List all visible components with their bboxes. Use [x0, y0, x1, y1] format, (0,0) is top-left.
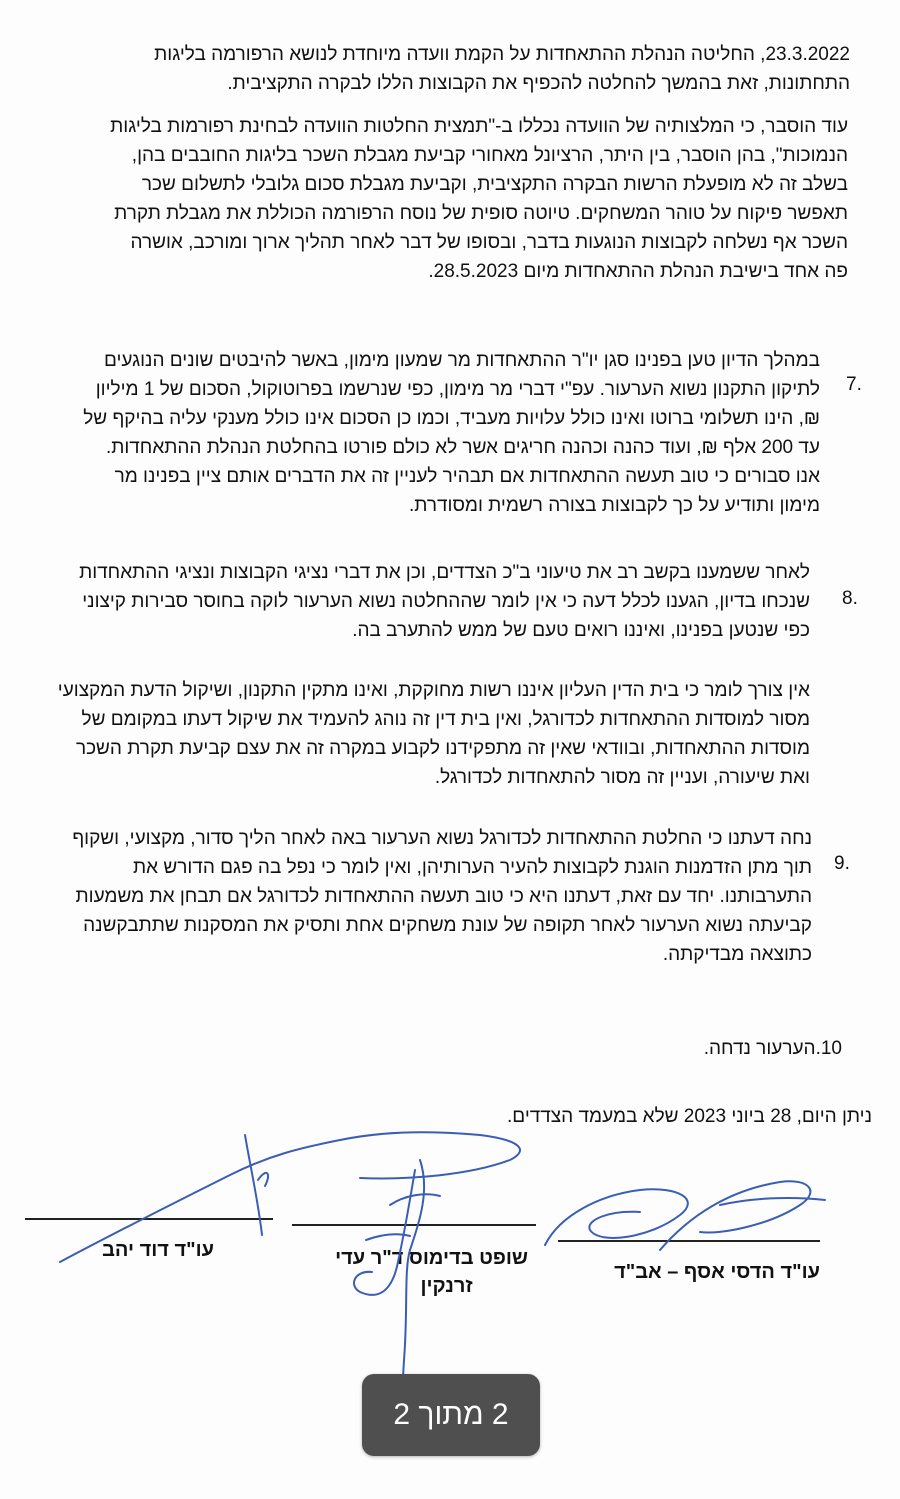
text-line: אין צורך לומר כי בית הדין העליון איננו רשות מחוקקת, ואינו מתקין התקנון, ושיקול הדעת המקצועי [57, 680, 810, 701]
signature-line-left [25, 1218, 273, 1220]
ruling-text: הערעור נדחה. [703, 1038, 816, 1059]
text-line: לתיקון התקנון נשוא הערעור. עפ"י דברי מר מימון, כפי שנרשמו בפרוטוקול, הסכום של 1 מיליון [95, 379, 820, 400]
text-line: ₪, הינו תשלומי ברוטו ואינו כולל עלויות מעביד, וכמו כן הסכום אינו כולל מענקי עליה בהיקף של [83, 408, 820, 429]
section-9-paragraph [0, 824, 812, 969]
explanation-paragraph [0, 112, 848, 286]
given-date: ניתן היום, 28 ביוני 2023 שלא במעמד הצדדים. [507, 1106, 872, 1127]
page-indicator: 2 מתוך 2 [362, 1374, 540, 1456]
signature-line-right [558, 1240, 820, 1242]
signature-left-stroke [245, 1135, 262, 1235]
text-line: הנמוכות", בהן הוסבר, בין היתר, הרציונל מאחורי קביעת מגבלת השכר בליגות החובבים בהן, [131, 145, 848, 166]
text-line: במהלך הדיון טען בפנינו סגן יו"ר ההתאחדות מר שמעון מימון, באשר להיבטים שונים הנוגעים [103, 350, 820, 371]
section-8-paragraph [0, 558, 810, 645]
signature-name-left: עו"ד דוד יהב [102, 1239, 214, 1261]
text-line: 23.3.2022, החליטה הנהלת ההתאחדות על הקמת וועדה מיוחדת לנושא הרפורמה בליגות [154, 44, 850, 65]
text-line: פה אחד בישיבת הנהלת ההתאחדות מיום 28.5.2023. [428, 261, 848, 282]
text-line: התערבותנו. יחד עם זאת, דעתנו היא כי טוב תעשה ההתאחדות לכדורגל אם תבחן את משמעות [75, 886, 812, 907]
text-line: לאחר ששמענו בקשב רב את טיעוני ב"כ הצדדים, וכן את דברי נציגי הקבוצות ונציגי ההתאחדות [79, 562, 810, 583]
signature-right-stroke [545, 1189, 688, 1245]
text-line: עד 200 אלף ₪, ועוד כהנה וכהנה חריגים אשר לא כולם פורטו בהחלטת הנהלת ההתאחדות. [105, 437, 820, 458]
signature-name-middle-line1: שופט בדימוס ד"ר עדי [335, 1247, 528, 1269]
signature-name-middle [335, 1244, 528, 1300]
signature-name-right: עו"ד הדסי אסף – אב"ד [614, 1261, 820, 1283]
signature-middle-stroke [366, 1234, 410, 1240]
signature-line-middle [292, 1224, 536, 1226]
text-line: שנכחו בדיון, הגענו לכלל דעה כי אין לומר שההחלטה נשוא הערעור לוקה בחוסר סבירות קיצוני [82, 591, 810, 612]
intro-paragraph [10, 40, 850, 98]
text-line: כפי שנטען בפנינו, ואיננו רואים טעם של ממש להתערב בה. [352, 620, 810, 641]
text-line: נחה דעתנו כי החלטת ההתאחדות לכדורגל נשוא הערעור באה לאחר הליך סדור, מקצועי, ושקוף [72, 828, 812, 849]
text-line: אנו סבורים כי טוב תעשה ההתאחדות אם תבהיר לעניין זה את הדברים אותם ציין בפנינו מר [114, 466, 820, 487]
text-line: מסור למוסדות ההתאחדות לכדורגל, ואין בית דין זה נוהג להעמיד את שיקול דעתו במקומם של [81, 709, 810, 730]
text-line: מימון ותודיע על כך לקבוצות בצורה רשמית ומסודרת. [409, 495, 820, 516]
text-line: התחתונות, זאת בהמשך להחלטה להכפיף את הקבוצות הללו לבקרה התקציבית. [227, 73, 850, 94]
section-number-7: 7. [846, 374, 862, 395]
text-line: עוד הוסבר, כי המלצותיה של הוועדה נכללו ב-"תמצית החלטות הוועדה לבחינת רפורמות בליגות [110, 116, 848, 137]
signature-middle-stroke [390, 1194, 440, 1205]
text-line: ואת שיעורה, ועניין זה מסור להתאחדות לכדורגל. [434, 767, 810, 788]
text-line: תוך מתן הזדמנות הוגנת לקבוצות להעיר הערותיהן, ואין לומר כי נפל בה פגם הדורש את [133, 857, 812, 878]
text-line: מוסדות ההתאחדות, ובוודאי שאין זה מתפקידנו לקבוע במקרה זה את עצם קביעת תקרת השכר [75, 738, 810, 759]
text-line: קביעתה נשוא הערעור לאחר תקופה של עונת משחקים אחת ותסיק את המסקנות שתתבקשנה [83, 915, 812, 936]
text-line: כתוצאה מבדיקתה. [662, 944, 812, 965]
signature-right-stroke [720, 1198, 825, 1205]
signature-left-stroke [258, 1173, 268, 1186]
section-number-8: 8. [842, 588, 858, 609]
text-line: השכר אף נשלחה לקבוצות הנוגעות בדבר, ובסופו של דבר לאחר תהליך ארוך ומורכב, אושרה [130, 232, 848, 253]
text-line: בשלב זה לא מופעלת הרשות הבקרה התקציבית, וקביעת מגבלת סכום גלובלי לתשלום שכר [141, 174, 848, 195]
section-7-paragraph [0, 346, 820, 520]
section-10 [704, 1034, 842, 1063]
text-line: תאפשר פיקוח על טוהר המשחקים. טיוטה סופית של נוסח הרפורמה הכוללת את מגבלת תקרת [114, 203, 848, 224]
section-number-9: 9. [834, 853, 850, 874]
signature-name-middle-line2: זרנקין [420, 1275, 473, 1297]
section-8-continuation [0, 676, 810, 792]
section-number-10: 10. [815, 1038, 842, 1059]
